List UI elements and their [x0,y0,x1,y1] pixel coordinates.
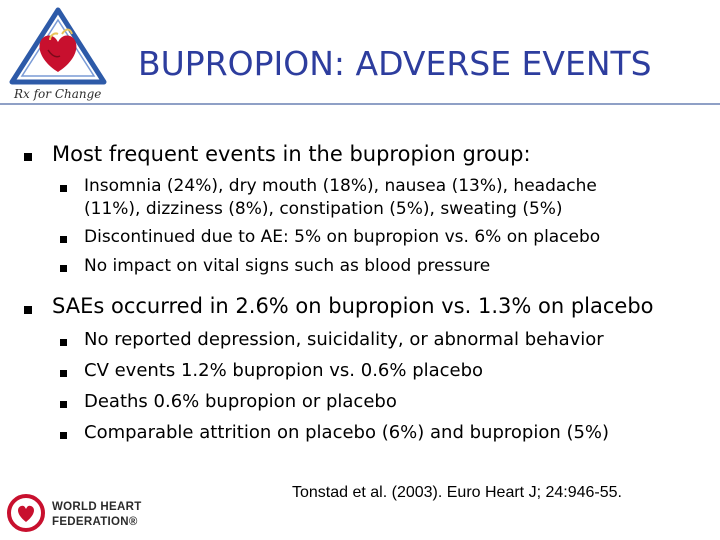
bullet-2-text: SAEs occurred in 2.6% on bupropion vs. 1.3% on placebo [52,294,654,318]
citation: Tonstad et al. (2003). Euro Heart J; 24:946-55. [292,484,622,501]
heart-triangle-icon [6,6,124,104]
sub-bullet-marker [60,185,67,192]
bullet-1-sub-3: No impact on vital signs such as blood pressure [84,256,491,276]
sub-bullet-marker [60,236,67,243]
bullet-1-sub-1-line-1: Insomnia (24%), dry mouth (18%), nausea (13%), headache [84,176,597,196]
bullet-marker [24,306,32,314]
bullet-marker [24,153,32,161]
sub-bullet-marker [60,265,67,272]
page-title: BUPROPION: ADVERSE EVENTS [138,44,652,83]
sub-bullet-marker [60,401,67,408]
bullet-2-sub-1: No reported depression, suicidality, or abnormal behavior [84,329,604,350]
logo-caption: Rx for Change [14,87,102,101]
whf-line-2: FEDERATION® [52,516,138,528]
bullet-1-sub-2: Discontinued due to AE: 5% on bupropion vs. 6% on placebo [84,227,601,247]
bullet-2-sub-3: Deaths 0.6% bupropion or placebo [84,391,397,412]
title-divider [0,103,720,105]
heart-ring-icon [9,496,43,530]
sub-bullet-marker [60,370,67,377]
sub-bullet-marker [60,432,67,439]
bullet-1-sub-1-line-2: (11%), dizziness (8%), constipation (5%), sweating (5%) [84,199,563,219]
bullet-2-sub-4: Comparable attrition on placebo (6%) and bupropion (5%) [84,422,610,443]
bullet-2-sub-2: CV events 1.2% bupropion vs. 0.6% placebo [84,360,484,381]
whf-line-1: WORLD HEART [52,501,142,513]
world-heart-federation-logo [6,492,206,534]
rx-for-change-logo [6,6,124,104]
sub-bullet-marker [60,339,67,346]
bullet-1-text: Most frequent events in the bupropion group: [52,142,531,166]
